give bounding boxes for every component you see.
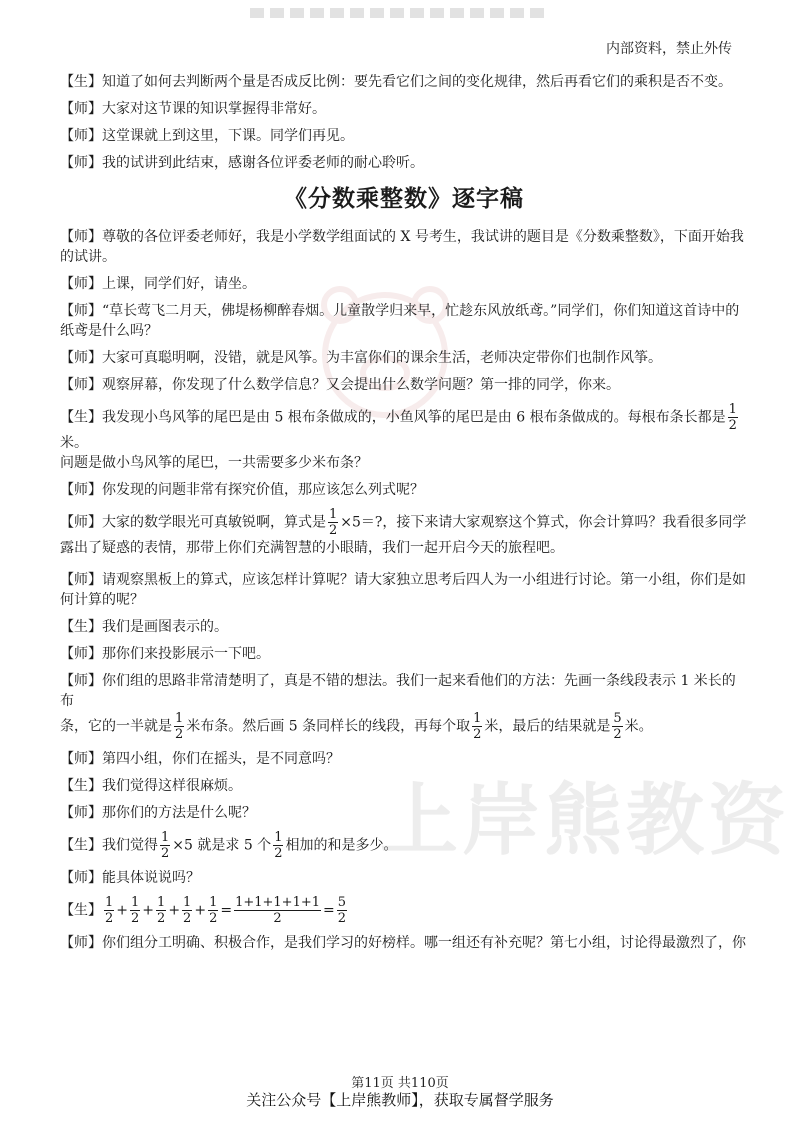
header-bar (250, 8, 550, 18)
speaker-tag: 【师】 (60, 673, 102, 689)
section-title: 《分数乘整数》逐字稿 (284, 185, 524, 212)
paragraph (60, 480, 748, 500)
speaker-tag: 【师】 (60, 870, 102, 886)
fraction-one-half (273, 830, 283, 861)
fraction-denominator: 2 (157, 911, 166, 926)
paragraph-text: 我的试讲到此结束，感谢各位评委老师的耐心聆听。 (102, 155, 424, 171)
fraction-denominator: 2 (274, 846, 283, 861)
plus-sign: + (194, 902, 207, 919)
paragraph-text: 那你们来投影展示一下吧。 (102, 646, 270, 662)
paragraph-text: 你们组分工明确、积极合作，是我们学习的好榜样。哪一组还有补充呢？第七小组，讨论得最激烈了，你 (102, 935, 746, 951)
speaker-tag: 【师】 (60, 751, 102, 767)
paragraph (60, 644, 748, 664)
paragraph-text: 米。 (624, 718, 653, 735)
speaker-tag: 【师】 (60, 155, 102, 171)
speaker-tag: 【师】 (60, 514, 102, 531)
fraction-one-half (156, 895, 166, 926)
paragraph (60, 803, 748, 823)
paragraph-text: 你们组的思路非常清楚明了，真是不错的想法。我们一起来看他们的方法：先画一条线段表示 1 米长的布 (60, 673, 736, 709)
fraction-one-half (182, 895, 192, 926)
paragraph (60, 375, 748, 395)
paragraph-formula (60, 507, 748, 558)
fraction-denominator: 2 (337, 911, 347, 926)
paragraph-text: 相加的和是多少。 (285, 837, 398, 854)
speaker-tag: 【师】 (60, 229, 102, 245)
fraction-numerator: 1 (175, 711, 184, 726)
fraction-numerator: 1 (161, 830, 170, 845)
equals-sign: = (220, 902, 233, 919)
paragraph-text: 你发现的问题非常有探究价值，那应该怎么列式呢？ (102, 482, 424, 498)
plus-sign: + (116, 902, 129, 919)
fraction-numerator: 1 (131, 895, 140, 910)
speaker-tag: 【师】 (60, 128, 102, 144)
paragraph-text: ×5＝?，接下来请大家观察这个算式，你会计算吗？我看很多同学 (340, 514, 747, 531)
paragraph-text: 我们觉得这样很麻烦。 (102, 778, 242, 794)
paragraph-text: 那你们的方法是什么呢？ (102, 805, 256, 821)
paragraph-text: 大家的数学眼光可真敏锐啊，算式是 (102, 514, 326, 531)
fraction-numerator: 1 (473, 711, 482, 726)
fraction-one-half (208, 895, 218, 926)
fraction-denominator: 2 (613, 727, 622, 742)
fraction-denominator: 2 (473, 727, 482, 742)
fraction-sum (234, 895, 321, 926)
fraction-numerator: 1 (183, 895, 192, 910)
paragraph-sum (60, 830, 748, 861)
paragraph (60, 348, 748, 368)
paragraph-text: 请观察黑板上的算式，应该怎样计算呢？请大家独立思考后四人为一小组进行讨论。第一小组，你们是如何计算的呢？ (60, 572, 746, 608)
speaker-tag: 【师】 (60, 276, 102, 292)
plus-sign: + (168, 902, 181, 919)
fraction-five-halves (612, 711, 622, 742)
speaker-tag: 【生】 (60, 409, 102, 426)
paragraph-text: 能具体说说吗？ (102, 870, 200, 886)
paragraph-text: 尊敬的各位评委老师好，我是小学数学组面试的 X 号考生，我试讲的题目是《分数乘整数》，下面开始我的试讲。 (60, 229, 744, 265)
document-body (60, 72, 748, 960)
paragraph (60, 301, 748, 341)
fraction-denominator: 2 (329, 523, 338, 538)
fraction-denominator: 2 (131, 911, 140, 926)
speaker-tag: 【师】 (60, 303, 102, 319)
fraction-denominator: 2 (161, 846, 170, 861)
fraction-one-half (174, 711, 184, 742)
fraction-one-half (728, 402, 738, 433)
paragraph (60, 570, 748, 610)
fraction-denominator: 2 (175, 727, 184, 742)
fraction-numerator: 1+1+1+1+1 (235, 895, 321, 910)
paragraph-text: 米，最后的结果就是 (484, 718, 611, 735)
paragraph-text: 上课，同学们好，请坐。 (102, 276, 256, 292)
paragraph-text: 我发现小鸟风筝的尾巴是由 5 根布条做成的，小鱼风筝的尾巴是由 6 根布条做成的。每根布条长都是 (102, 409, 726, 426)
fraction-denominator: 2 (209, 911, 218, 926)
paragraph (60, 227, 748, 267)
speaker-tag: 【生】 (60, 778, 102, 794)
speaker-tag: 【师】 (60, 350, 102, 366)
paragraph-text: 我们是画图表示的。 (102, 619, 228, 635)
paragraph-kite (60, 402, 748, 473)
fraction-denominator: 2 (728, 418, 737, 433)
page-number: 第11页 共110页 (351, 1076, 449, 1091)
speaker-tag: 【生】 (60, 902, 102, 919)
fraction-one-half (472, 711, 482, 742)
fraction-one-half (160, 830, 170, 861)
paragraph (60, 749, 748, 769)
paragraph (60, 153, 748, 173)
speaker-tag: 【生】 (60, 619, 102, 635)
fraction-five-halves (337, 895, 347, 926)
confidential-notice: 内部资料，禁止外传 (606, 41, 732, 57)
fraction-one-half (130, 895, 140, 926)
speaker-tag: 【师】 (60, 935, 102, 951)
paragraph (60, 274, 748, 294)
fraction-numerator: 1 (105, 895, 114, 910)
speaker-tag: 【师】 (60, 101, 102, 117)
paragraph-text: 问题是做小鸟风筝的尾巴，一共需要多少米布条？ (60, 455, 368, 471)
paragraph-text: 露出了疑惑的表情，那带上你们充满智慧的小眼睛，我们一起开启今天的旅程吧。 (60, 540, 564, 556)
fraction-one-half (328, 507, 338, 538)
fraction-numerator: 1 (728, 402, 737, 417)
fraction-numerator: 1 (329, 507, 338, 522)
fraction-numerator: 5 (337, 895, 347, 910)
paragraph (60, 617, 748, 637)
paragraph-method (60, 671, 748, 742)
fraction-numerator: 5 (613, 711, 622, 726)
speaker-tag: 【生】 (60, 837, 102, 854)
speaker-tag: 【师】 (60, 646, 102, 662)
paragraph-text: 米布条。然后画 5 条同样长的线段，再每个取 (186, 718, 471, 735)
fraction-denominator: 2 (273, 911, 282, 926)
speaker-tag: 【师】 (60, 377, 102, 393)
paragraph (60, 72, 748, 92)
paragraph (60, 99, 748, 119)
paragraph-text: 米。 (60, 435, 88, 451)
paragraph (60, 126, 748, 146)
fraction-numerator: 1 (274, 830, 283, 845)
speaker-tag: 【师】 (60, 805, 102, 821)
paragraph (60, 868, 748, 888)
equals-sign: = (323, 902, 335, 919)
speaker-tag: 【师】 (60, 482, 102, 498)
fraction-denominator: 2 (105, 911, 114, 926)
paragraph-text: 知道了如何去判断两个量是否成反比例：要先看它们之间的变化规律，然后再看它们的乘积是否不变。 (102, 74, 732, 90)
fraction-numerator: 1 (157, 895, 166, 910)
paragraph-calculation (60, 895, 748, 926)
paragraph-text: 条，它的一半就是 (60, 718, 172, 735)
footer-advert: 关注公众号【上岸熊教师】，获取专属督学服务 (246, 1091, 554, 1109)
paragraph (60, 933, 748, 953)
paragraph-text: 这堂课就上到这里，下课。同学们再见。 (102, 128, 354, 144)
speaker-tag: 【生】 (60, 74, 102, 90)
paragraph-text: ×5 就是求 5 个 (172, 837, 272, 854)
paragraph-text: 观察屏幕，你发现了什么数学信息？又会提出什么数学问题？第一排的同学，你来。 (102, 377, 620, 393)
paragraph-text: 我们觉得 (102, 837, 158, 854)
fraction-one-half (104, 895, 114, 926)
fraction-denominator: 2 (183, 911, 192, 926)
speaker-tag: 【师】 (60, 572, 102, 588)
plus-sign: + (142, 902, 155, 919)
watermark-text: 上岸熊教资 (380, 776, 791, 866)
paragraph-text: 第四小组，你们在摇头，是不同意吗？ (102, 751, 340, 767)
paragraph-text: “草长莺飞二月天，佛堤杨柳醉春烟。儿童散学归来早，忙趁东风放纸鸢。”同学们，你们知道这首诗中的纸鸢是什么吗？ (60, 303, 740, 339)
fraction-numerator: 1 (209, 895, 218, 910)
paragraph (60, 776, 748, 796)
paragraph-text: 大家可真聪明啊，没错，就是风筝。为丰富你们的课余生活，老师决定带你们也制作风筝。 (102, 350, 662, 366)
paragraph-text: 大家对这节课的知识掌握得非常好。 (102, 101, 326, 117)
